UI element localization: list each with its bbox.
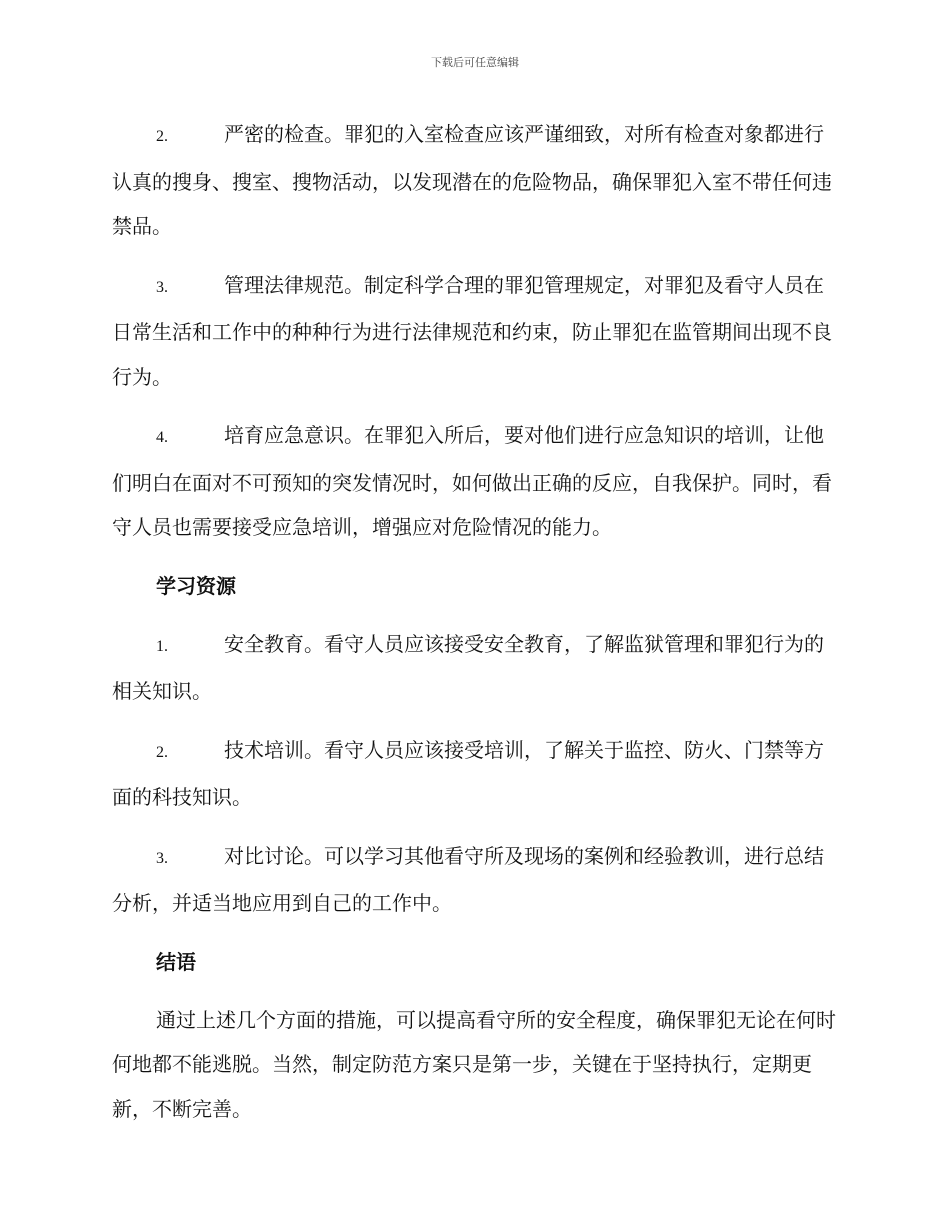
list-item	[112, 263, 836, 400]
list-item-text: 安全教育。看守人员应该接受安全教育，了解监狱管理和罪犯行为的相关知识。	[112, 631, 824, 703]
list-item-number: 3.	[156, 849, 168, 867]
section-heading-conclusion: 结语	[156, 949, 196, 974]
document-body	[112, 112, 836, 1131]
section-heading-resources: 学习资源	[156, 573, 236, 598]
list-item-number: 4.	[156, 429, 168, 446]
list-item-text: 对比讨论。可以学习其他看守所及现场的案例和经验教训，进行总结分析，并适当地应用到自己的工作中。	[112, 843, 824, 915]
list-item-text: 严密的检查。罪犯的入室检查应该严谨细致，对所有检查对象都进行认真的搜身、搜室、搜物活动，以发现潜在的危险物品，确保罪犯入室不带任何违禁品。	[112, 122, 832, 238]
list-item-text: 管理法律规范。制定科学合理的罪犯管理规定，对罪犯及看守人员在日常生活和工作中的种种行为进行法律规范和约束，防止罪犯在监管期间出现不良行为。	[112, 272, 832, 389]
list-item	[112, 622, 836, 714]
page-header: 下载后可任意编辑	[431, 56, 519, 69]
list-item	[112, 112, 836, 249]
list-item-number: 3.	[156, 278, 168, 296]
list-item-text: 培育应急意识。在罪犯入所后，要对他们进行应急知识的培训，让他们明白在面对不可预知的突发情况时，如何做出正确的反应，自我保护。同时，看守人员也需要接受应急培训，增强应对危险情况的能力。	[112, 423, 832, 539]
list-item-number: 2.	[156, 128, 168, 145]
conclusion-paragraph: 通过上述几个方面的措施，可以提高看守所的安全程度，确保罪犯无论在何时何地都不能逃脱。当然，制定防范方案只是第一步，关键在于坚持执行，定期更新，不断完善。	[112, 1007, 836, 1121]
list-item-number: 2.	[156, 743, 168, 761]
list-item	[112, 834, 836, 926]
list-item-number: 1.	[156, 637, 168, 655]
list-item	[112, 728, 836, 820]
list-item	[112, 413, 836, 550]
list-item-text: 技术培训。看守人员应该接受培训，了解关于监控、防火、门禁等方面的科技知识。	[112, 737, 824, 809]
